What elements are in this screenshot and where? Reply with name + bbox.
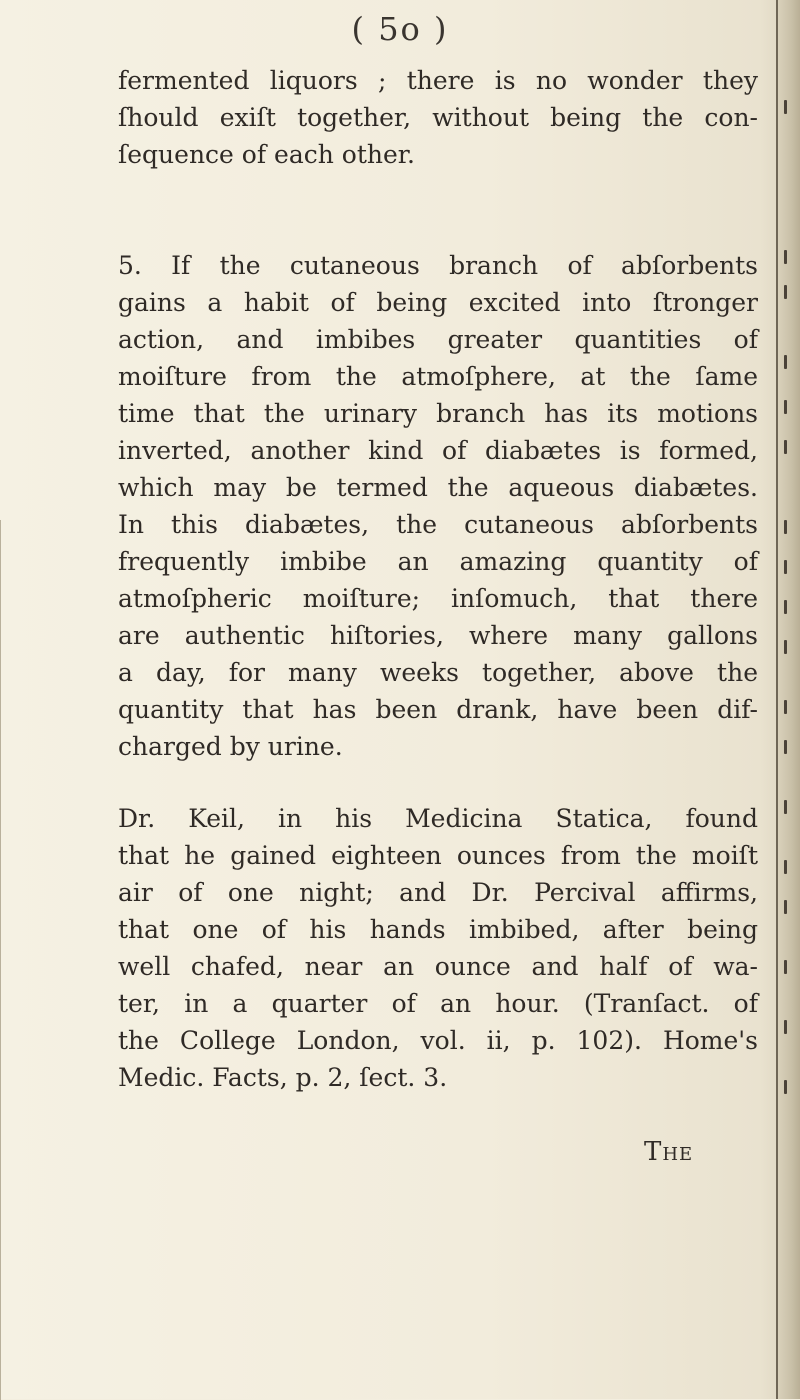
text-line: air of one night; and Dr. Percival affirms,: [118, 878, 758, 907]
text-line: fermented liquors ; there is no wonder they: [118, 66, 758, 95]
text-line: the College London, vol. ii, p. 102). Home's: [118, 1026, 758, 1055]
catchword: The: [644, 1137, 694, 1167]
paragraph-aqueous-diabetes: [118, 247, 758, 765]
text-line: atmoſpheric moiſture; inſomuch, that there: [118, 584, 758, 613]
text-line: quantity that has been drank, have been dif-: [118, 695, 758, 724]
text-line: Dr. Keil, in his Medicina Statica, found: [118, 804, 758, 833]
text-line: that he gained eighteen ounces from the moiſt: [118, 841, 758, 870]
text-line: gains a habit of being excited into ſtronger: [118, 288, 758, 317]
text-line: ſequence of each other.: [118, 140, 415, 169]
binding-gutter: [776, 0, 800, 1399]
text-line: moiſture from the atmoſphere, at the ſame: [118, 362, 758, 391]
text-line: well chafed, near an ounce and half of wa-: [118, 952, 758, 981]
text-line: ſhould exiſt together, without being the con-: [118, 103, 758, 132]
text-line: ter, in a quarter of an hour. (Tranſact. of: [118, 989, 758, 1018]
text-line: a day, for many weeks together, above the: [118, 658, 758, 687]
text-line: time that the urinary branch has its motions: [118, 399, 758, 428]
text-line: are authentic hiſtories, where many gallons: [118, 621, 758, 650]
text-line: Medic. Facts, p. 2, ſect. 3.: [118, 1063, 448, 1092]
text-line: inverted, another kind of diabætes is formed,: [118, 436, 758, 465]
text-line: charged by urine.: [118, 732, 343, 761]
text-line: action, and imbibes greater quantities of: [118, 325, 758, 354]
paragraph-continuation: [118, 62, 758, 173]
paragraph-keil-percival: [118, 800, 758, 1096]
text-line: frequently imbibe an amazing quantity of: [118, 547, 758, 576]
page-edge-left: [0, 520, 7, 1400]
text-line: which may be termed the aqueous diabætes.: [118, 473, 758, 502]
page-number: ( 5o ): [351, 10, 449, 48]
text-line: 5. If the cutaneous branch of abſorbents: [118, 251, 758, 280]
text-line: that one of his hands imbibed, after being: [118, 915, 758, 944]
text-line: In this diabætes, the cutaneous abſorbents: [118, 510, 758, 539]
